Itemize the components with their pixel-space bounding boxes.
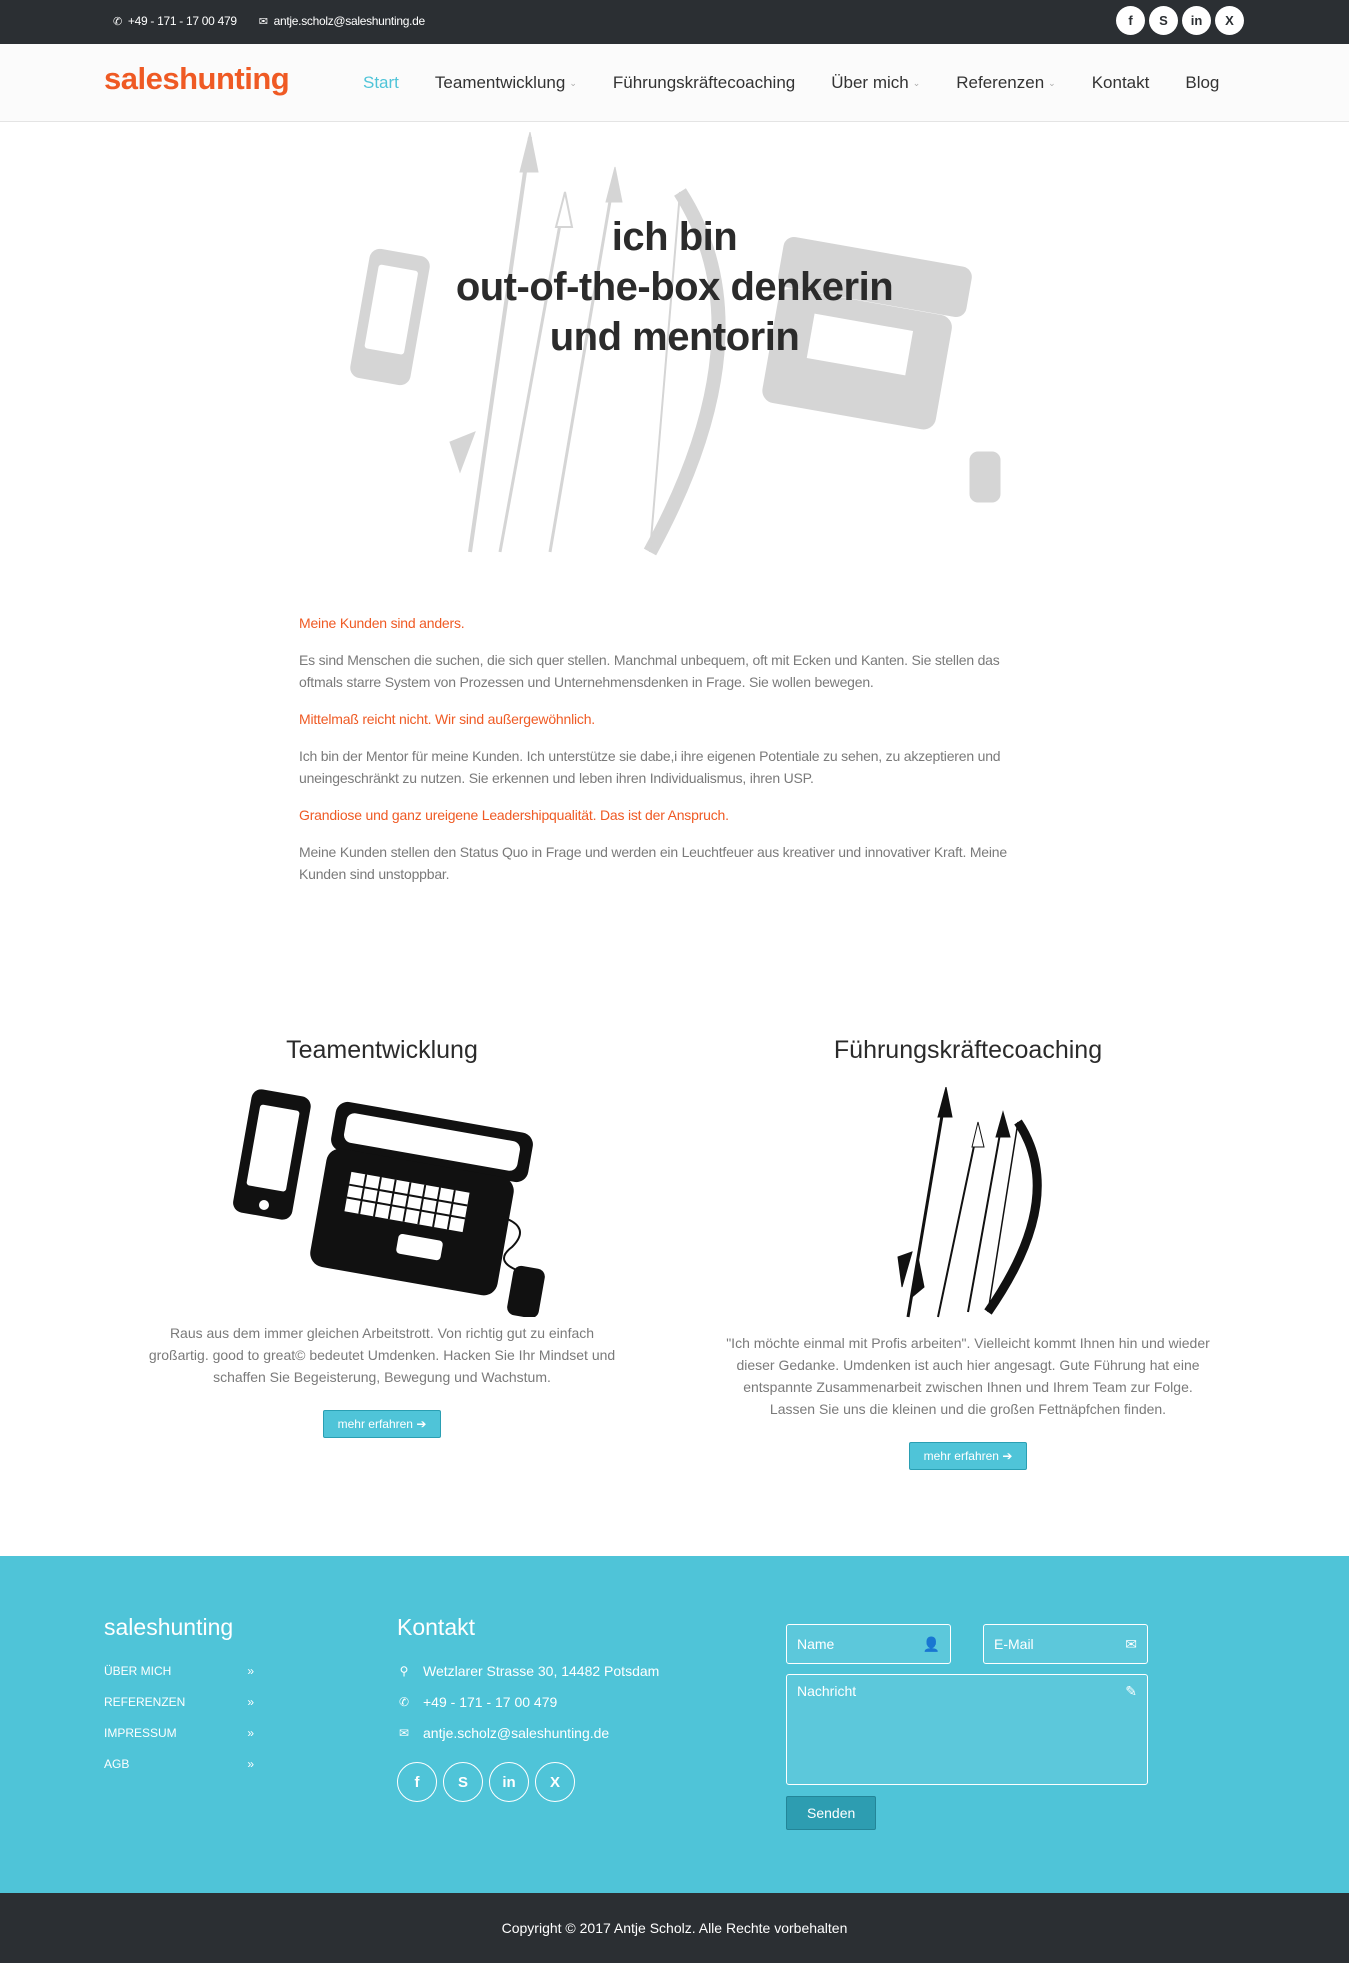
footer-link-agb[interactable]: AGB »	[104, 1756, 254, 1771]
service-fuehrungskraeftecoaching	[688, 1036, 1248, 1470]
hero	[0, 122, 1349, 582]
footer-email[interactable]: ✉ antje.scholz@saleshunting.de	[398, 1724, 610, 1741]
footer-socials	[397, 1762, 727, 1802]
double-chevron-icon: »	[247, 1663, 254, 1678]
service-teamentwicklung	[102, 1036, 662, 1438]
xing-icon[interactable]: X	[1215, 6, 1244, 35]
skype-icon[interactable]: S	[443, 1762, 483, 1802]
footer-links	[104, 1614, 254, 1779]
footer	[0, 1556, 1349, 1893]
double-chevron-icon: »	[247, 1756, 254, 1771]
top-phone[interactable]: ✆ +49 - 171 - 17 00 479	[113, 14, 237, 28]
email-input[interactable]: E-Mail ✉	[983, 1624, 1148, 1664]
phone-icon: ✆	[398, 1694, 410, 1709]
intro-text	[299, 612, 1029, 900]
chevron-down-icon: ⌄	[1048, 77, 1056, 88]
xing-icon[interactable]: X	[535, 1762, 575, 1802]
logo[interactable]: saleshunting	[104, 61, 290, 96]
footer-contact-title: Kontakt	[397, 1614, 475, 1640]
intro-paragraph: Meine Kunden stellen den Status Quo in Frage und werden ein Leuchtfeuer aus kreativer und innovativer Kraft. Meine Kunden sind unstoppbar.	[299, 844, 1007, 882]
footer-contact	[397, 1614, 727, 1802]
intro-paragraph: Meine Kunden sind anders.	[299, 615, 465, 631]
nav-teamentwicklung[interactable]: Teamentwicklung ⌄	[434, 73, 577, 92]
footer-link-referenzen[interactable]: REFERENZEN »	[104, 1694, 254, 1709]
nav-referenzen[interactable]: Referenzen ⌄	[956, 73, 1056, 92]
pencil-icon: ✎	[1125, 1683, 1137, 1699]
double-chevron-icon: »	[247, 1694, 254, 1709]
envelope-icon: ✉	[398, 1725, 410, 1740]
mehr-erfahren-button[interactable]: mehr erfahren ➔	[323, 1410, 442, 1438]
message-textarea[interactable]: Nachricht ✎	[786, 1674, 1148, 1785]
footer-link-ueber-mich[interactable]: ÜBER MICH »	[104, 1663, 254, 1678]
top-email[interactable]: ✉ antje.scholz@saleshunting.de	[258, 14, 425, 28]
footer-link-impressum[interactable]: IMPRESSUM »	[104, 1725, 254, 1740]
envelope-icon: ✉	[1125, 1635, 1137, 1652]
footer-brand-title: saleshunting	[104, 1614, 234, 1640]
linkedin-icon[interactable]: in	[1182, 6, 1211, 35]
intro-paragraph: Mittelmaß reicht nicht. Wir sind außergewöhnlich.	[299, 711, 595, 727]
main-header	[0, 44, 1349, 122]
envelope-icon: ✉	[258, 15, 268, 28]
skype-icon[interactable]: S	[1149, 6, 1178, 35]
top-socials	[1116, 6, 1244, 35]
copyright-text: Copyright © 2017 Antje Scholz. Alle Rechte vorbehalten	[501, 1920, 848, 1936]
nav-kontakt[interactable]: Kontakt	[1091, 73, 1150, 92]
chevron-down-icon: ⌄	[912, 77, 921, 88]
map-marker-icon: ⚲	[399, 1663, 409, 1678]
footer-address: ⚲ Wetzlarer Strasse 30, 14482 Potsdam	[397, 1655, 727, 1686]
service-text: "Ich möchte einmal mit Profis arbeiten". Vielleicht kommt Ihnen hin und wieder dieser Gedanke. Umdenken ist auch hier angesagt. Gute Führung hat eine entspannte Zusammenarbeit zwischen Ihnen und Ihrem Team zur Folge. Lassen Sie uns die kleinen und die großen Fettnäpfchen finden.	[726, 1335, 1210, 1417]
top-contact	[113, 14, 425, 28]
service-title: Führungskräftecoaching	[833, 1036, 1103, 1064]
chevron-down-icon: ⌄	[569, 77, 577, 88]
main-nav	[345, 44, 1237, 122]
nav-start[interactable]: Start	[363, 73, 399, 92]
phone-icon: ✆	[113, 15, 122, 28]
top-bar	[0, 0, 1349, 44]
linkedin-icon[interactable]: in	[489, 1762, 529, 1802]
send-button[interactable]: Senden	[786, 1796, 876, 1830]
nav-blog[interactable]: Blog	[1185, 73, 1220, 92]
nav-ueber-mich[interactable]: Über mich ⌄	[831, 73, 921, 92]
hero-title: ich bin out-of-the-box denkerin und mentorin	[455, 215, 894, 359]
contact-form	[786, 1624, 1148, 1830]
nav-fuehrungskraeftecoaching[interactable]: Führungskräftecoaching	[612, 73, 796, 92]
name-input[interactable]: Name 👤	[786, 1624, 951, 1664]
devices-icon	[212, 1087, 552, 1317]
intro-paragraph: Ich bin der Mentor für meine Kunden. Ich unterstütze sie dabe,i ihre eigenen Potentiale zu sehen, zu akzeptieren und uneingeschränkt zu nutzen. Sie erkennen und leben ihren Individualismus, ihren USP.	[299, 748, 1001, 786]
facebook-icon[interactable]: f	[1116, 6, 1145, 35]
copyright-bar	[0, 1893, 1349, 1963]
user-icon: 👤	[922, 1635, 940, 1652]
intro-paragraph: Es sind Menschen die suchen, die sich quer stellen. Manchmal unbequem, oft mit Ecken und Kanten. Sie stellen das oftmals starre System von Prozessen und Unternehmensdenken in Frage. Sie wollen bewegen.	[299, 652, 1000, 690]
double-chevron-icon: »	[247, 1725, 254, 1740]
footer-phone[interactable]: ✆ +49 - 171 - 17 00 479	[398, 1693, 558, 1710]
service-text: Raus aus dem immer gleichen Arbeitstrott. Von richtig gut zu einfach großartig. good to great© bedeutet Umdenken. Hacken Sie Ihr Mindset und schaffen Sie Begeisterung, Bewegung und Wachstum.	[148, 1325, 616, 1385]
mehr-erfahren-button[interactable]: mehr erfahren ➔	[909, 1442, 1028, 1470]
facebook-icon[interactable]: f	[397, 1762, 437, 1802]
arrow-right-icon: ➔	[1002, 1449, 1013, 1463]
bow-and-arrows-icon	[868, 1087, 1068, 1327]
service-title: Teamentwicklung	[286, 1036, 478, 1064]
intro-paragraph: Grandiose und ganz ureigene Leadershipqualität. Das ist der Anspruch.	[299, 807, 729, 823]
arrow-right-icon: ➔	[416, 1417, 427, 1431]
